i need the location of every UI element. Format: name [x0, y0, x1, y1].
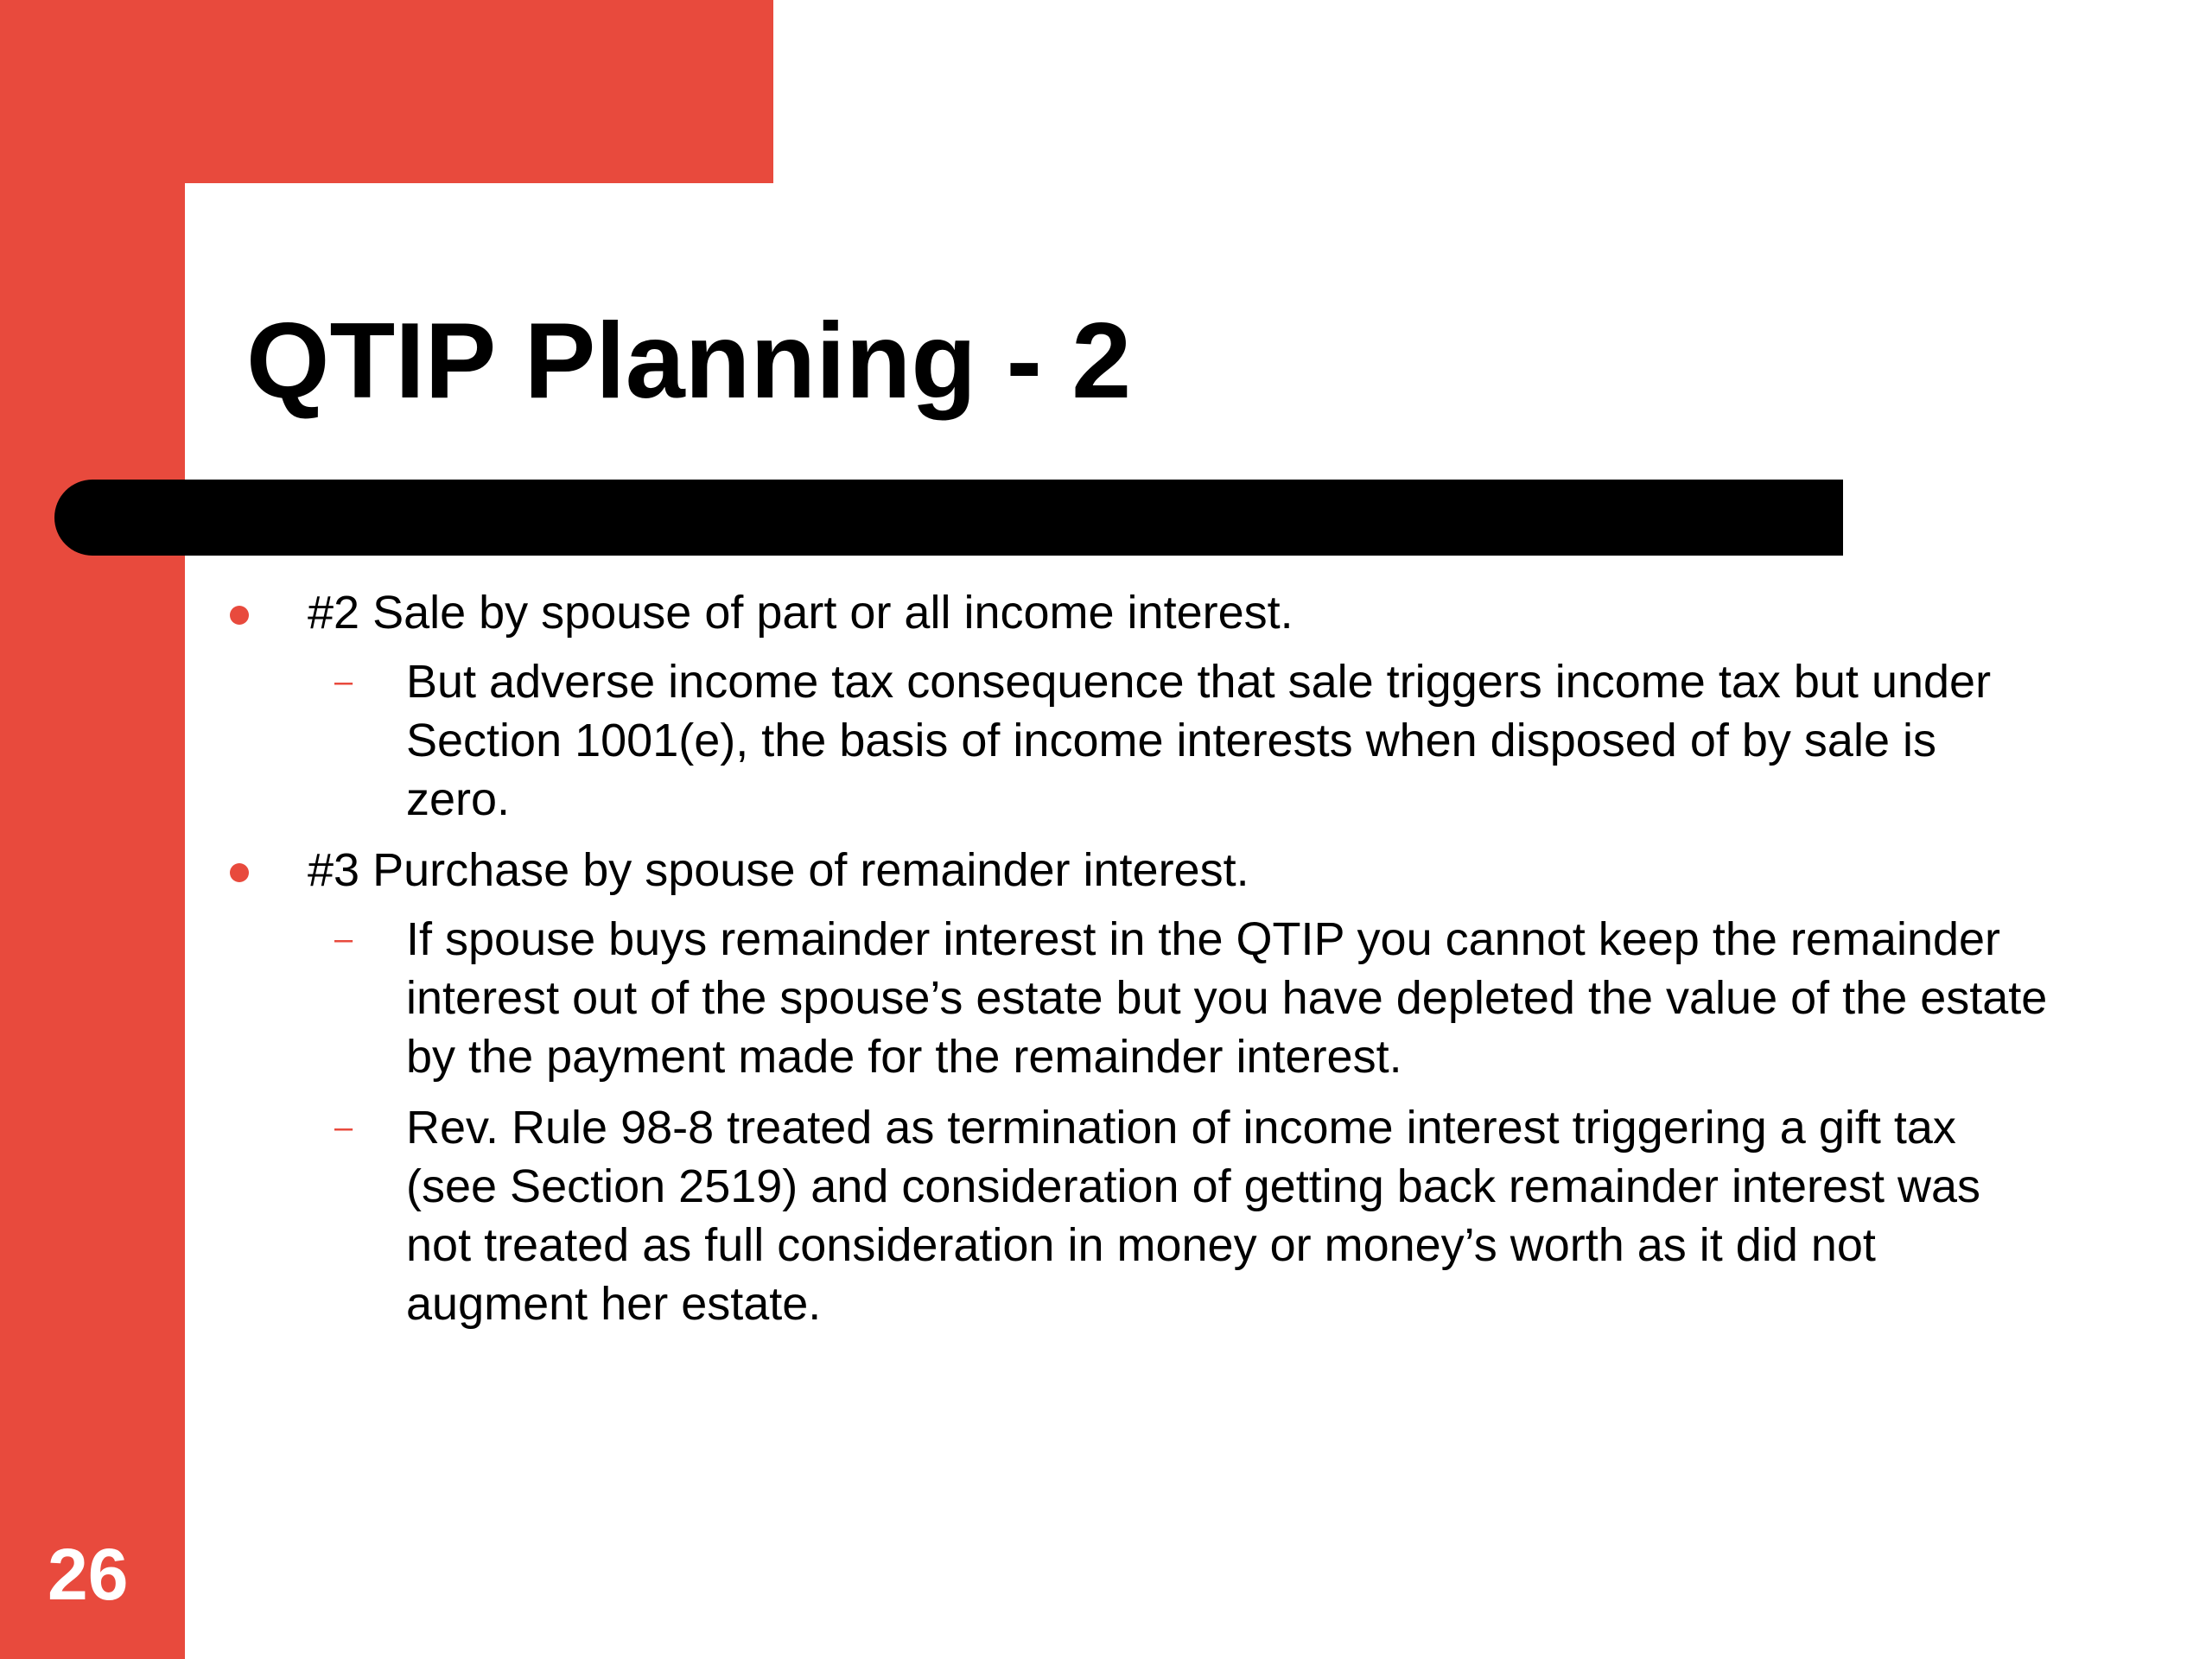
sub-bullet-item — [225, 910, 2048, 1086]
red-top-band — [0, 0, 773, 183]
title-underline-bar — [54, 480, 1843, 556]
bullet-text: #3 Purchase by spouse of remainder interest. — [308, 844, 1249, 896]
sub-bullet-item — [225, 1098, 2048, 1333]
sub-bullet-item — [225, 652, 2048, 829]
sub-bullet-text: But adverse income tax consequence that sale triggers income tax but under Section 1001(e), the basis of income interests when disposed of by sale is zero. — [406, 656, 1992, 825]
bullet-text: #2 Sale by spouse of part or all income interest. — [308, 587, 1294, 639]
dash-icon: – — [334, 1109, 353, 1146]
bullet-item — [225, 841, 2048, 899]
bullet-dot-icon — [230, 606, 249, 625]
slide-title: QTIP Planning - 2 — [246, 302, 1132, 421]
bullet-dot-icon — [230, 863, 249, 882]
dash-icon: – — [334, 921, 353, 957]
slide-number: 26 — [48, 1534, 129, 1615]
red-left-band — [0, 0, 185, 1659]
slide-body — [225, 583, 2048, 1345]
dash-icon: – — [334, 664, 353, 700]
bullet-item — [225, 583, 2048, 642]
sub-bullet-text: Rev. Rule 98-8 treated as termination of income interest triggering a gift tax (see Section 2519) and consideration of getting back remainder interest was not treated as full consideration in money or money’s worth as it did not augment her estate. — [406, 1102, 1981, 1330]
sub-bullet-text: If spouse buys remainder interest in the QTIP you cannot keep the remainder interest out of the spouse’s estate but you have depleted the value of the estate by the payment made for the remainder interest. — [406, 913, 2048, 1083]
